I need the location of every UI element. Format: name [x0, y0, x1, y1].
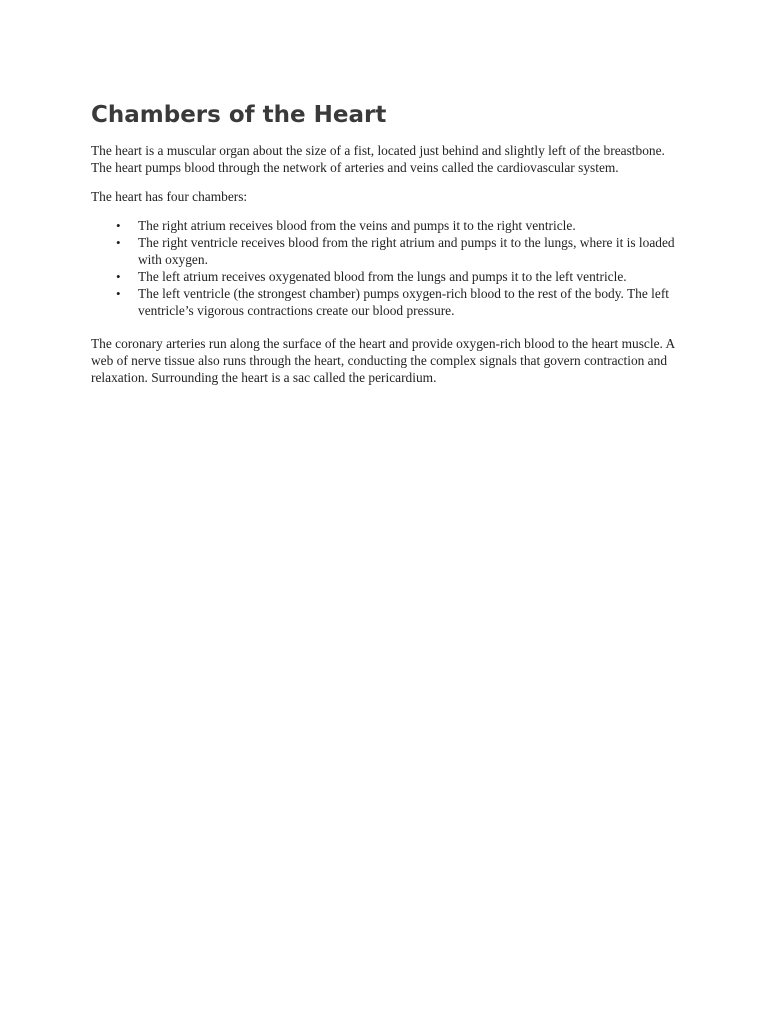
page-title: Chambers of the Heart	[91, 102, 387, 128]
list-item-text: The left ventricle (the strongest chamber) pumps oxygen-rich blood to the rest of the body. The left ventricle’s vigorous contractions create our blood pressure.	[138, 286, 670, 318]
list-item-text: The right atrium receives blood from the veins and pumps it to the right ventricle.	[138, 218, 576, 233]
list-item	[116, 217, 681, 234]
closing-paragraph: The coronary arteries run along the surface of the heart and provide oxygen-rich blood to the heart muscle. A web of nerve tissue also runs through the heart, conducting the complex signals that govern contraction and relaxation. Surrounding the heart is a sac called the pericardium.	[91, 336, 675, 385]
chambers-list	[91, 217, 681, 319]
bullet-icon: •	[116, 269, 121, 284]
bullet-icon: •	[116, 286, 121, 301]
intro-paragraph: The heart is a muscular organ about the size of a fist, located just behind and slightly left of the breastbone. The heart pumps blood through the network of arteries and veins called the cardiovascular system.	[91, 143, 665, 175]
list-item	[116, 285, 681, 319]
bullet-icon: •	[116, 218, 121, 233]
list-item	[116, 234, 681, 268]
list-item-text: The left atrium receives oxygenated blood from the lungs and pumps it to the left ventricle.	[138, 269, 627, 284]
list-item	[116, 268, 681, 285]
document-page	[91, 100, 681, 398]
list-item-text: The right ventricle receives blood from the right atrium and pumps it to the lungs, where it is loaded with oxygen.	[138, 235, 675, 267]
bullet-icon: •	[116, 235, 121, 250]
list-intro-paragraph: The heart has four chambers:	[91, 189, 248, 204]
